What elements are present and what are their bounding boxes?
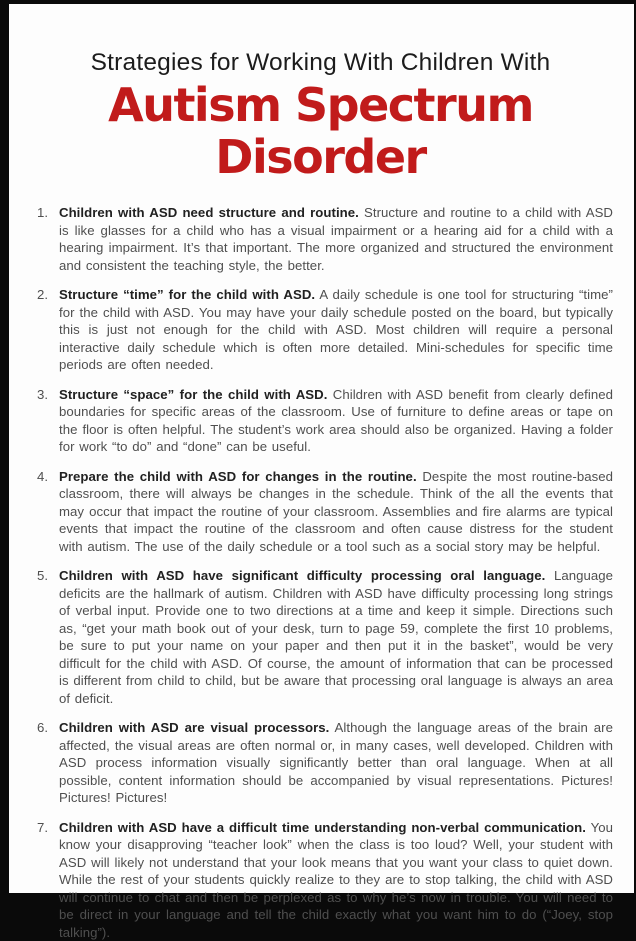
page-content xyxy=(9,4,634,941)
list-item-number: 3. xyxy=(28,386,59,456)
list-item xyxy=(28,204,613,274)
list-item xyxy=(28,468,613,556)
list-item-text: Children with ASD are visual processors. Although the language areas of the brain are affected, the visual areas are often normal or, in many cases, well developed. Children with ASD process information visually significantly better than oral language. When at all possible, content information should be accompanied by visual representations. Pictures! Pictures! Pictures! xyxy=(59,719,613,807)
list-item-number: 2. xyxy=(28,286,59,374)
page-subtitle: Strategies for Working With Children With xyxy=(28,48,613,78)
list-item-number: 5. xyxy=(28,567,59,707)
list-item-text: Structure “time” for the child with ASD. A daily schedule is one tool for structuring “time” for the child with ASD. You may have your daily schedule posted on the board, but typically this is just not enough for the child with ASD. Most children will require a personal interactive daily schedule which is often more detailed. Mini-schedules for specific time periods are often needed. xyxy=(59,286,613,374)
list-item-text: Prepare the child with ASD for changes in the routine. Despite the most routine-based classroom, there will always be changes in the schedule. Think of the all the events that may occur that impact the routine of your classroom. Assemblies and fire alarms are typical events that impact the routine of the classroom and often cause distress for the student with autism. The use of the daily schedule or a tool such as a social story may be helpful. xyxy=(59,468,613,556)
list-item xyxy=(28,386,613,456)
page-title: Autism Spectrum Disorder xyxy=(28,79,613,183)
title-block xyxy=(28,48,613,183)
list-item-number: 4. xyxy=(28,468,59,556)
list-item-number: 7. xyxy=(28,819,59,941)
list-item-number: 6. xyxy=(28,719,59,807)
list-item-text: Children with ASD need structure and routine. Structure and routine to a child with ASD is like glasses for a child who has a visual impairment or a hearing aid for a child with a hearing impairment. It’s that important. The more organized and structured the environment and consistent the teaching style, the better. xyxy=(59,204,613,274)
list-item-text: Structure “space” for the child with ASD. Children with ASD benefit from clearly defined boundaries for specific areas of the classroom. Use of furniture to define areas or tape on the floor is often helpful. The student’s work area should also be organized. Having a folder for work “to do” and “done” can be useful. xyxy=(59,386,613,456)
list-item xyxy=(28,567,613,707)
list-item xyxy=(28,286,613,374)
document-page xyxy=(9,4,634,893)
strategies-list xyxy=(28,204,613,941)
list-item-text: Children with ASD have significant difficulty processing oral language. Language deficits are the hallmark of autism. Children with ASD have difficulty processing long strings of verbal input. Provide one to two directions at a time and keep it simple. Directions such as, “get your math book out of your desk, turn to page 59, complete the first 10 problems, be sure to put your name on your paper and then put it in the basket”, would be very difficult for the child with ASD. Of course, the amount of information that can be processed is different from child to child, but be aware that processing oral language is always an area of deficit. xyxy=(59,567,613,707)
list-item-number: 1. xyxy=(28,204,59,274)
list-item-text: Children with ASD have a difficult time understanding non-verbal communication. You know your disapproving “teacher look” when the class is too loud? Well, your student with ASD will likely not understand that your look means that you want your class to quiet down. While the rest of your students quickly realize to they are to stop talking, the child with ASD will continue to chat and then be perplexed as to why he’s now in trouble. You will need to be direct in your language and tell the child exactly what you want him to do (“Joey, stop talking”). xyxy=(59,819,613,941)
list-item xyxy=(28,819,613,941)
list-item xyxy=(28,719,613,807)
